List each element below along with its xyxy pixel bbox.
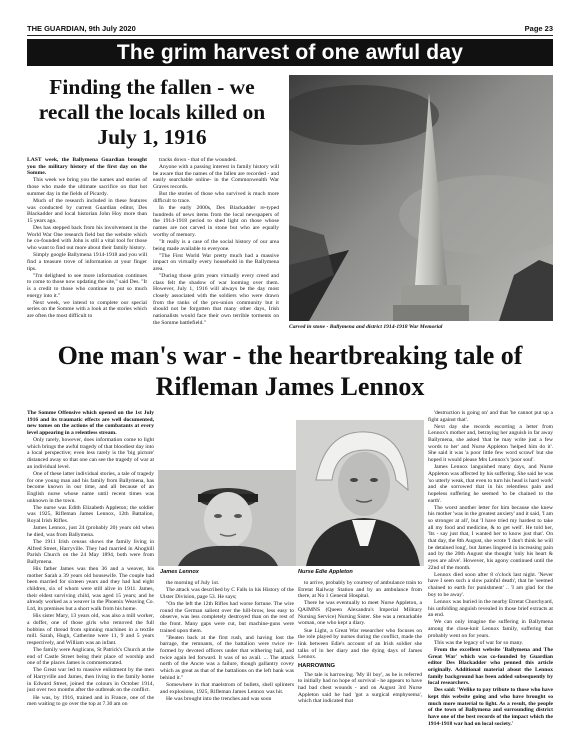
paragraph: HARROWING: [298, 662, 336, 669]
paragraph: "Beaten back at the first rush, and having lost the barrage, the remnants, of the battalion were twice re-formed by devoted officers under that withering hail, and twice again led forward. It was of no avail. ... The attack north of the Ancre was a failure, though gallantry covey which as great as that of the battalions on the left bank was behind it.": [160, 634, 294, 681]
paragraph: to arrive, probably by courtesy of ambulance train to Etretat Railway Station and by an ambulance from there, at No 1 General Hospital.: [298, 580, 422, 600]
paragraph: Only rarely, however, does information come to light which brings the awful tragedy of that bloodiest day into a local perspective; even less rarely is the 'big picture' distanced away so that one can see the tragedy of war at an individual level.: [27, 437, 154, 470]
paragraph: "During those grim years virtually every creed and class felt the shadow of war looming over them. However, July 1, 1916 will always be the day most closely associated with the soldiers who were drawn from the ranks of the pro-union community but it should not be forgotten that many other days, Irish nationalists would face their own terrible torments on the Somme battlefield.": [153, 273, 279, 326]
paragraph: Somewhere in that maelstrom of bullets, shell splinters and explosions, 1925, Rifleman James Lennox was hit.: [160, 681, 294, 695]
paragraph: Next day she records escorting a letter from Lennox's mother and, betraying her anguish in far away Ballymena, she asked 'that he may write just a few words to her' and Nurse Appleton 'helped him do it'. She said it was 'a poor little few word scrawl' but she hoped it would please Mrs Lennox's 'poor soul'.: [428, 423, 553, 464]
paragraph: The attack was described by C Falls in his History of the Ulster Division, page 53. He says;: [160, 587, 294, 600]
article1-column-1: [27, 157, 147, 335]
paragraph: "On the left the 12th Rifles had worse fortune. The wire round the German salient over the hill-brow, less easy to observe, was less completely destroyed than on the rest of the front. Many gaps were cut, but machine-guns were trained upon them.: [160, 600, 294, 634]
paragraph: James Lennox, just 24 (probably 20) years old when he died, was from Ballymena.: [27, 525, 154, 538]
paragraph: This was the legacy of war for so many.: [434, 639, 524, 646]
paragraph: tracks down - that of the wounded.: [159, 157, 237, 163]
paragraph: From the excellent website 'Ballymena and The Great War' which was co-founded by Guardian editor Des Blackadder who penned this article originally. Additional material about the Lennox family background has been added subsequently by local researchers.: [428, 646, 553, 687]
section-banner: The grim harvest of one awful day: [27, 39, 553, 66]
publication-date: THE GUARDIAN, 9th July 2020: [27, 24, 136, 33]
paragraph: The Somme Offensive which opened on the 1st July 1916 and its traumatic effects are well documented, new tomes on the actions of the combatants at every level appearing in a relentless stream.: [27, 410, 154, 436]
paragraph: "It really is a case of the social history of our area being made available to everyone.: [153, 238, 279, 252]
masthead: [27, 24, 553, 36]
article-headline-one-mans-war: One man's war - the heartbreaking tale of Rifleman James Lennox: [57, 341, 523, 401]
paragraph: Lennox was buried in the nearby Etretat Churchyard, his unfolding anguish revealed in those brief extracts at an end.: [428, 598, 553, 619]
article1-column-2: [153, 157, 279, 335]
paragraph: This week we bring you the names and stories of those who made the ultimate sacrifice on that hot summer day in the fields of Picardy.: [27, 177, 147, 197]
nurse-appleton-caption: Nurse Edie Appleton: [298, 569, 353, 575]
paragraph: He was brought into the trenches and was soon: [166, 695, 272, 702]
memorial-photo-caption: Carved in stone - Ballymena and district 1914-1918 War Memorial: [289, 324, 443, 330]
nurse-edie-appleton-photo: [296, 420, 424, 566]
paragraph: His father James was then 36 and a weaver, his mother Sarah a 39 years old housewife. The couple had been married for sixteen years and they had had eight children, six of whom were still alive in 1911. James, their eldest surviving child, was aged 15 years; and he already worked as a weaver in the Phoenix Weaving Co. Ltd, its premises but a short walk from his home.: [27, 566, 154, 613]
paragraph: Des has stepped back from his involvement in the World War One research field but the website which he co-founded with John is still a vital tool for those who want to find out more about their family history.: [27, 225, 147, 252]
paragraph: We can only imagine the suffering in Ballymena among the close-knit Lennox family, suffering that probably went on for years.: [428, 619, 553, 639]
paragraph: The 1911 Irish census shows the family living in Alfred Street, Harryville. They had married in Ahoghill Parish Church on the 24 May 1894, both were from Ballymena.: [27, 538, 154, 565]
james-lennox-photo: [158, 470, 296, 566]
paragraph: The family were Anglicans, St Patrick's Church at the end of Castle Street being their place of worship and one of the places James is commemorated.: [27, 646, 154, 667]
paragraph: He was, by 1916, trained and in France, one of the men waiting to go over the top at 7.30 am on: [27, 694, 154, 708]
paragraph: 'destruction is going on' and that 'he cannot put up a fight against that'.: [428, 410, 553, 423]
paragraph: Lennox died soon after 8 o'clock last night. 'Never have I seen such a slow painful death', that he 'seemed chained to earth for punishment' .. 'I am glad for the boy to be away'.: [428, 571, 553, 598]
paragraph: But the stories of those who survived is much more difficult to trace.: [153, 191, 279, 204]
war-memorial-photo: [289, 75, 553, 321]
paragraph: Next week, we intend to complete our special series on the Somme with a look at the stories which are often the most difficult to: [27, 299, 147, 320]
paragraph: Anyone with a passing interest in family history will be aware that the names of the fallen are recorded - and easily searchable online- in the Commonwealth War Graves records.: [153, 164, 279, 191]
paragraph: LAST week, the Ballymena Guardian brought you the military history of the first day on the Somme.: [27, 157, 147, 177]
paragraph: "The First World War pretty much had a massive impact on virtually every household in the Ballymena area.: [153, 252, 279, 272]
paragraph: Sue Light, a Great War researcher who focuses on the role played by nurses during the conflict, made the link between Edie's account of an Irish soldier she talks of in her diary and the dying days of James Lennox.: [298, 627, 422, 661]
paragraph: The nurse was Edith Elizabeth Appleton; the soldier was 1925, Rifleman James Lennox, 12th Battalion, Royal Irish Rifles.: [27, 504, 154, 524]
paragraph: The tale is harrowing. 'My ill boy', as he is referred to initially had no hope of survival - he appears to have had bad chest wounds - and on August 3rd Nurse Appleton said he had 'got a surgical emphysema', which that indicated that: [298, 671, 422, 705]
article2-column-4: [428, 410, 553, 732]
paragraph: James Lennox languished many days, and Nurse Appleton was affected by his suffering. She said he was 'so utterly weak, that even to turn his head is hard work' and she sorrowed that in his relentless pain and hopeless suffering he seemed 'to be chained to the earth'.: [428, 464, 553, 504]
article2-column-3: [298, 580, 422, 732]
paragraph: The worst another letter for him because she knew his mother 'was in the greatest anxiety' and it said, 'I am so stronger at all', but 'I have tried my hardest to take all my food and medicine, & to get well'. He told her, 'Its - say just that, I wanted her to know just that'. On that day, the 8th August, she wrote 'I don't think he will be detained long', but James lingered in increasing pain and by the 20th August she thought 'only his heart & eyes are alive'. However, his agony continued until the 22nd of the month.: [428, 504, 553, 571]
paragraph: Des said: 'Welike to pay tribute to those who have kept this website going and who have brought so much more material to light. As a result, the people of the town of Ballymena and surrounding district have one of the best records of the impact which the 1914-1918 war had on local society.': [428, 687, 553, 727]
paragraph: "I'm delighted to see more information continues to come to those now updating the site," said Des. "It is a credit to those who continue to put so much energy into it.": [27, 272, 147, 299]
paragraph: In the early 2000s, Des Blackadder re-typed hundreds of news items from the local newspapers of the 1914-1918 period to shed light on those whose names are not carved in stone but who are equally worthy of memory.: [153, 205, 279, 238]
page-number: Page 23: [524, 24, 553, 33]
article2-column-2: [160, 580, 294, 732]
james-lennox-caption: James Lennox: [160, 569, 199, 575]
paragraph: Simply google Ballymena 1914-1918 and you will find a treasure trove of information at your finger tips.: [27, 252, 147, 272]
article2-column-1: [27, 410, 154, 732]
paragraph: The Great war led to massive enlistment by the men of Harryville and James, then living in the family home in Edward Street, joined the colours in October 1914, just over two months after the outbreak on the conflict.: [27, 667, 154, 694]
paragraph: the morning of July 1st.: [166, 580, 220, 586]
paragraph: His sister Mary, 13 years old, was also a mill worker, a doffer, one of those girls who removed the full bobbins of thread from spinning machines in a textile mill. Sarah, Hugh, Catherine were 11, 9 and 5 years respectively, and William was an infant.: [27, 613, 154, 646]
article-headline-finding-the-fallen: Finding the fallen - we recall the locals killed on July 1, 1916: [38, 75, 266, 149]
paragraph: One of these latter individual stories, a tale of tragedy for one young man and his family from Ballymena, has become known in our time, and all because of an English nurse whose name until recent times was unknown in the town.: [27, 470, 154, 504]
paragraph: Much of the research included in these features was conducted by current Guardian editor, Des Blackadder and local historian John Hoy more than 15 years ago.: [27, 197, 147, 224]
paragraph: There he was eventually to meet Nurse Appleton, a QAIMNS (Queen Alexandra's Imperial Military Nursing Service) Nursing Sister. She was a remarkable woman, one who kept a diary.: [298, 600, 422, 627]
